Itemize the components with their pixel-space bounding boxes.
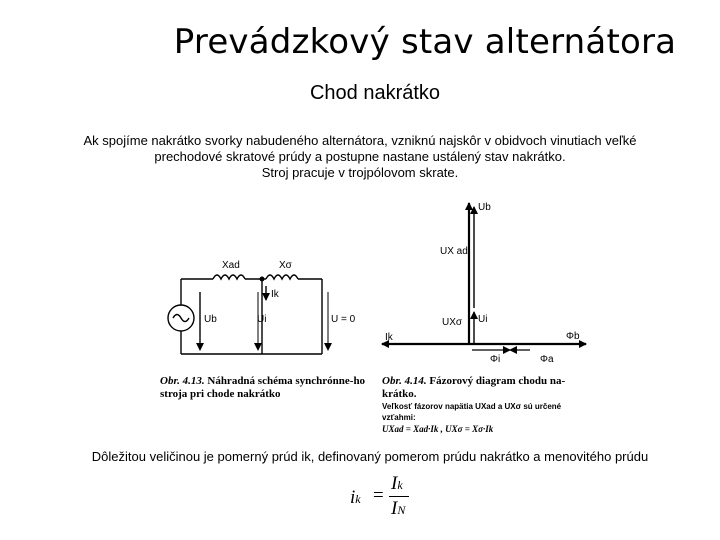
caption-circuit-text: Náhradná schéma synchrónne-ho stroja pri chode nakrátko: [160, 375, 366, 400]
label-ub-phasor: Ub: [478, 202, 491, 213]
slide-subtitle: Chod nakrátko: [309, 82, 441, 104]
label-ui-circuit: Ui: [257, 314, 267, 325]
phasor-diagram: [382, 203, 586, 350]
intro-line-3: Stroj pracuje v trojpólovom skrate.: [261, 165, 459, 180]
formula-denominator: IN: [391, 498, 406, 519]
caption-phasor-equation: UXad = Xad·Ik , UXσ = Xσ·Ik: [382, 424, 494, 434]
label-phi-a: Φa: [540, 354, 554, 365]
label-x-ad: Xad: [222, 260, 240, 271]
caption-phasor-small: Veľkosť fázorov napätia UXad a UXσ sú určené vzťahmi:: [382, 402, 562, 422]
formula-lhs: ik: [350, 487, 361, 508]
intro-line-1: Ak spojíme nakrátko svorky nabudeného alternátora, vzniknú najskôr v obidvoch vinutiach veľké: [83, 133, 637, 148]
caption-phasor: [382, 375, 592, 435]
label-ux-ad: UX ad: [440, 246, 468, 257]
label-ub-circuit: Ub: [204, 314, 217, 325]
label-ik-phasor: Ik: [385, 332, 393, 343]
caption-phasor-number: Obr. 4.14.: [382, 375, 427, 387]
caption-circuit-number: Obr. 4.13.: [160, 375, 205, 387]
phasor-labels: [385, 202, 580, 365]
label-x-sigma: Xσ: [279, 260, 292, 271]
label-ui-phasor: Ui: [478, 314, 488, 325]
formula-numerator: Ik: [391, 473, 403, 494]
label-u0: U = 0: [331, 314, 356, 325]
caption-phasor-text: Fázorový diagram chodu na-krátko.: [382, 375, 566, 400]
label-ik-circuit: Ik: [271, 289, 279, 300]
label-phi-i: Φi: [490, 354, 501, 365]
note-text: Dôležitou veličinou je pomerný prúd ik, definovaný pomerom prúdu nakrátko a menovitého prúdu: [91, 449, 649, 464]
intro-line-2: prechodové skratové prúdy a postupne nastane ustálený stav nakrátko.: [154, 149, 566, 164]
label-phi-b: Φb: [566, 331, 580, 342]
fraction-bar: [389, 496, 409, 497]
caption-circuit: [160, 375, 372, 401]
equivalent-circuit: [168, 275, 328, 354]
slide-title: Prevádzkový stav alternátora: [173, 22, 677, 62]
label-ux-sigma: UXσ: [442, 317, 463, 328]
formula-equals: =: [373, 485, 384, 506]
circuit-labels: [204, 260, 356, 325]
